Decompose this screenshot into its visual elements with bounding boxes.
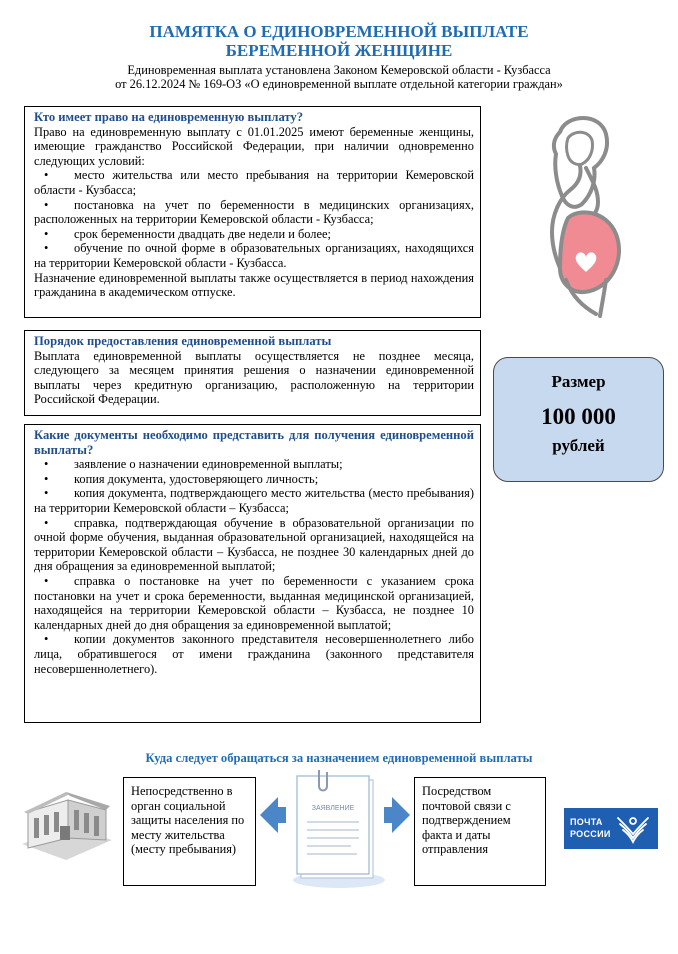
documents-list [34, 457, 474, 676]
eligibility-heading: Кто имеет право на единовременную выплату? [34, 110, 304, 124]
option-in-person [123, 777, 256, 886]
post-emblem-icon [614, 812, 652, 845]
documents-item: • справка, подтверждающая обучение в образовательной организации по очной форме обучения, выданная образовательной организацией, находящейся на территории Кемеровской области – Кузбасса, не позднее 30 календарных дней до дня обращения за единовременной выплатой; [34, 516, 474, 574]
documents-item: • копии документов законного представителя несовершеннолетнего либо лица, обратившегося от имени гражданина (законного представителя несовершеннолетнего). [34, 632, 474, 676]
eligibility-item: • место жительства или место пребывания на территории Кемеровской области - Кузбасса; [34, 168, 474, 197]
arrow-left-icon [260, 795, 286, 835]
post-logo-line-1: ПОЧТА [570, 817, 603, 827]
application-label: ЗАЯВЛЕНИЕ [311, 805, 355, 812]
procedure-section [24, 330, 481, 416]
amount-label: Размер [551, 372, 606, 391]
pregnant-woman-illustration [522, 110, 642, 320]
documents-item: • копия документа, удостоверяющего личность; [34, 472, 474, 487]
eligibility-item: • обучение по очной форме в образовательных организациях, находящихся на территории Кемеровской области - Кузбасса. [34, 241, 474, 270]
amount-currency: рублей [552, 436, 605, 455]
title-line-1: ПАМЯТКА О ЕДИНОВРЕМЕННОЙ ВЫПЛАТЕ [149, 22, 529, 41]
documents-item: • справка о постановке на учет по беременности с указанием срока постановки на учет и срока беременности, выданная медицинской организацией, находящейся на территории Кемеровской области – Кузбасса, не позднее 10 календарных дней до дня обращения за единовременной выплатой; [34, 574, 474, 632]
eligibility-item: • срок беременности двадцать две недели и более; [34, 227, 474, 242]
procedure-heading: Порядок предоставления единовременной выплаты [34, 334, 332, 348]
documents-item: • заявление о назначении единовременной выплаты; [34, 457, 474, 472]
subtitle-line-1: Единовременная выплата установлена Законом Кемеровской области - Кузбасса [127, 63, 551, 77]
where-heading: Куда следует обращаться за назначением единовременной выплаты [145, 751, 533, 765]
government-building-icon [14, 782, 118, 864]
documents-item: • копия документа, подтверждающего место жительства (место пребывания) на территории Кемеровской области – Кузбасса; [34, 486, 474, 515]
arrow-right-icon [384, 795, 410, 835]
russian-post-logo [564, 808, 658, 849]
eligibility-item: • постановка на учет по беременности в медицинских организациях, расположенных на территории Кемеровской области - Кузбасса; [34, 198, 474, 227]
documents-section [24, 424, 481, 723]
amount-badge [493, 357, 664, 482]
amount-value: 100 000 [541, 404, 616, 429]
title-line-2: БЕРЕМЕННОЙ ЖЕНЩИНЕ [225, 41, 453, 60]
procedure-text: Выплата единовременной выплаты осуществляется не позднее месяца, следующего за месяцем принятия решения о назначении единовременной выплаты через кредитную организацию, расположенную на территории Российской Федерации. [34, 348, 474, 407]
option-post [414, 777, 546, 886]
option-post-text: Посредством почтовой связи с подтверждением факта и даты отправления [422, 784, 511, 857]
option-in-person-text: Непосредственно в орган социальной защиты населения по месту жительства (месту пребывания) [131, 784, 245, 857]
eligibility-list [34, 168, 474, 270]
documents-heading: Какие документы необходимо представить для получения единовременной выплаты? [34, 428, 474, 457]
page-subtitle [0, 63, 678, 91]
subtitle-line-2: от 26.12.2024 № 169-ОЗ «О единовременной выплате отдельной категории граждан» [115, 77, 563, 91]
page-title [0, 22, 678, 60]
application-document-icon [291, 770, 387, 890]
eligibility-outro: Назначение единовременной выплаты также осуществляется в период нахождения гражданина в академическом отпуске. [34, 270, 474, 300]
post-logo-line-2: РОССИИ [570, 829, 611, 839]
eligibility-section [24, 106, 481, 318]
eligibility-intro: Право на единовременную выплату с 01.01.2025 имеют беременные женщины, имеющие гражданство Российской Федерации, при наличии одновременно следующих условий: [34, 124, 474, 168]
